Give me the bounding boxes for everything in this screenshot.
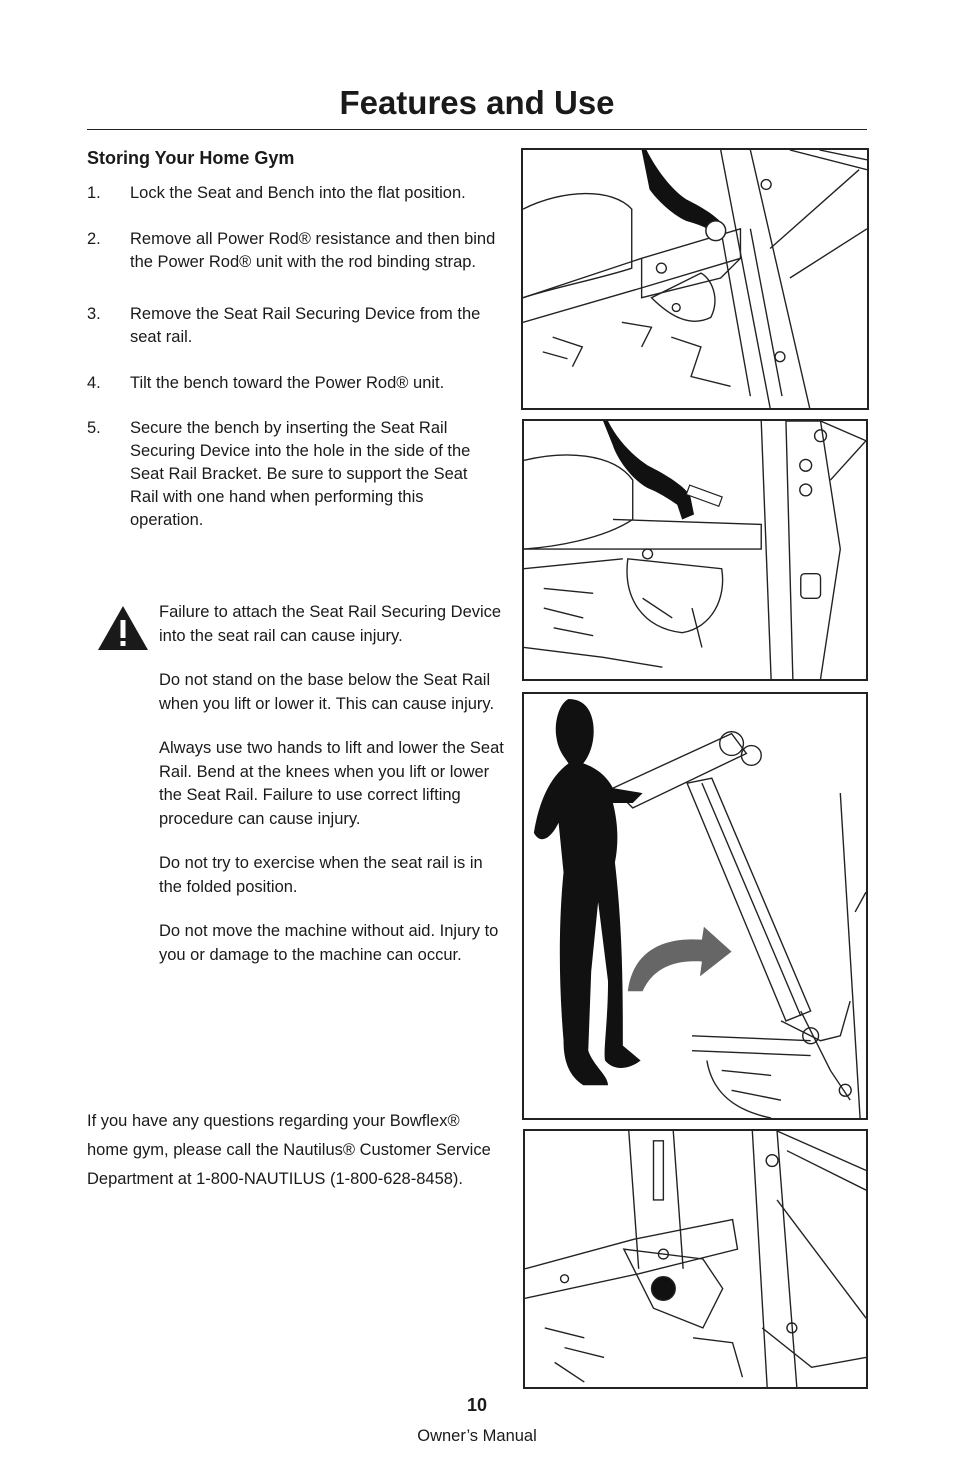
step-number: 5.: [87, 419, 101, 437]
step-item: [87, 228, 497, 274]
title-divider: [87, 129, 867, 130]
warnings-block: [159, 601, 504, 988]
step-text: Lock the Seat and Bench into the flat position.: [130, 184, 466, 202]
step-text: Remove the Seat Rail Securing Device from the seat rail.: [130, 305, 481, 346]
footer-text: Owner’s Manual: [417, 1427, 537, 1445]
step-text: Secure the bench by inserting the Seat Rail Securing Device into the hole in the side of the Seat Rail Bracket. Be sure to support the Seat Rail with one hand when performing this operation.: [130, 419, 471, 529]
warning-triangle-icon: [96, 604, 150, 652]
warning-text: Do not try to exercise when the seat rail is in the folded position.: [159, 854, 483, 896]
step-number: 2.: [87, 230, 101, 248]
illustration-step-3: [522, 692, 868, 1120]
step-item: [87, 182, 497, 205]
section-heading: Storing Your Home Gym: [87, 148, 295, 168]
step-item: [87, 372, 497, 395]
step-number: 3.: [87, 305, 101, 323]
step-item: [87, 417, 497, 532]
step-number: 1.: [87, 184, 101, 202]
steps-list: [87, 182, 497, 532]
warning-text: Failure to attach the Seat Rail Securing Device into the seat rail can cause injury.: [159, 603, 502, 645]
page-title: Features and Use: [339, 84, 615, 121]
page-number: 10: [466, 1395, 488, 1415]
step-text: Tilt the bench toward the Power Rod® unit.: [130, 374, 445, 392]
contact-paragraph: If you have any questions regarding your Bowflex® home gym, please call the Nautilus® Customer Service Department at 1-800-NAUTILUS (1-800-628-8458).: [87, 1112, 491, 1188]
step-number: 4.: [87, 374, 101, 392]
warning-text: Do not stand on the base below the Seat Rail when you lift or lower it. This can cause injury.: [159, 671, 495, 713]
warning-text: Always use two hands to lift and lower the Seat Rail. Bend at the knees when you lift or lower the Seat Rail. Failure to use correct lifting procedure can cause injury.: [159, 739, 504, 828]
illustration-step-4: [523, 1129, 868, 1389]
step-item: [87, 303, 497, 349]
step-text: Remove all Power Rod® resistance and then bind the Power Rod® unit with the rod binding strap.: [130, 230, 496, 271]
illustration-step-1: [521, 148, 869, 410]
warning-text: Do not move the machine without aid. Injury to you or damage to the machine can occur.: [159, 922, 499, 964]
illustration-step-2: [522, 419, 868, 681]
